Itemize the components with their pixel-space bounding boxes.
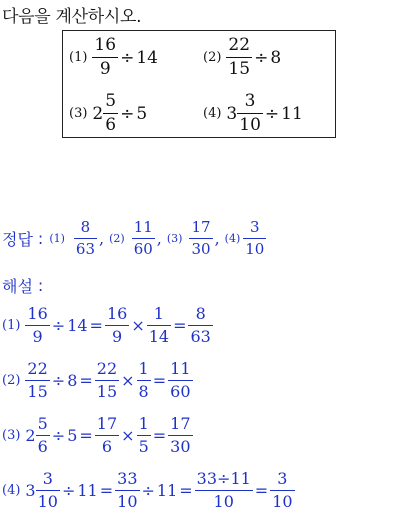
problem-1 [69, 37, 158, 78]
divisor: 5 [136, 103, 148, 124]
problem-4 [203, 93, 303, 134]
whole-number: 2 [25, 426, 36, 445]
fraction: $\frac{16}{9}$ [27, 304, 48, 346]
problem-label: (1) [69, 50, 88, 65]
explanation-label: (3) [2, 428, 21, 443]
divisor: 5 [67, 426, 78, 445]
divisor: 11 [77, 481, 98, 500]
whole-number: 3 [226, 103, 238, 124]
problem-3 [69, 93, 147, 134]
fraction: $\frac{5}{6}$ [37, 414, 48, 456]
times-sign: × [131, 316, 145, 335]
divide-sign: ÷ [120, 103, 135, 124]
explanation-line-3 [2, 416, 193, 455]
answer-fraction: $\frac{11}{60}$ [133, 218, 153, 258]
equals-sign: = [179, 481, 193, 500]
explanation-label: (4) [2, 483, 21, 498]
fraction: $\frac{3}{10}$ [272, 469, 293, 511]
fraction: $\frac{33\div 11}{10}$ [196, 469, 251, 511]
fraction: $\frac{17}{30}$ [170, 414, 191, 456]
times-sign: × [121, 371, 135, 390]
fraction: $\frac{17}{6}$ [96, 414, 118, 456]
equals-sign: = [99, 481, 114, 500]
answer-label: (1) [49, 232, 65, 245]
answer-label: (4) [224, 232, 241, 245]
problem-2 [203, 37, 281, 78]
fraction: $\frac{8}{63}$ [190, 304, 211, 346]
answer-label: (2) [109, 232, 125, 245]
divisor: 11 [156, 481, 178, 500]
answer-line [2, 220, 266, 257]
explanation-line-4 [2, 471, 295, 510]
fraction: $\frac{5}{6}$ [105, 91, 117, 135]
answer-title: 정답 [2, 230, 33, 249]
explanation-line-1 [2, 306, 213, 345]
problem-box [62, 30, 336, 138]
problem-label: (4) [203, 106, 222, 121]
explanation-title: 해설 [2, 277, 33, 296]
fraction: $\frac{1}{5}$ [138, 414, 149, 456]
equals-sign: = [79, 426, 93, 445]
divide-sign: ÷ [141, 481, 155, 500]
fraction: $\frac{16}{9}$ [106, 304, 128, 346]
answer-label: (3) [166, 232, 183, 245]
divide-sign: ÷ [51, 426, 66, 445]
answer-colon: : [37, 229, 44, 248]
divide-sign: ÷ [61, 481, 76, 500]
fraction: $\frac{33}{10}$ [117, 469, 138, 511]
equals-sign: = [152, 426, 167, 445]
divide-sign: ÷ [51, 371, 66, 390]
divide-sign: ÷ [51, 316, 66, 335]
answer-separator: , [99, 229, 105, 248]
fraction: $\frac{1}{8}$ [138, 359, 149, 401]
explanation-heading [2, 274, 43, 297]
answer-separator: , [214, 229, 220, 248]
times-sign: × [121, 426, 135, 445]
equals-sign: = [173, 316, 187, 335]
problem-label: (3) [69, 106, 88, 121]
divisor: 14 [136, 47, 158, 68]
explanation-label: (2) [2, 373, 21, 388]
equals-sign: = [89, 316, 103, 335]
fraction: $\frac{3}{10}$ [37, 469, 58, 511]
equals-sign: = [254, 481, 269, 500]
divisor: 14 [67, 316, 88, 335]
answer-separator: , [156, 229, 162, 248]
instruction-text: 다음을 계산하시오. [2, 7, 142, 27]
divide-sign: ÷ [120, 47, 135, 68]
explanation-label: (1) [2, 318, 21, 333]
fraction: $\frac{3}{10}$ [239, 91, 261, 135]
equals-sign: = [79, 371, 93, 390]
divisor: 8 [67, 371, 78, 390]
explanation-colon: : [37, 276, 44, 295]
fraction: $\frac{22}{15}$ [228, 35, 251, 79]
fraction: $\frac{16}{9}$ [94, 35, 117, 79]
answer-fraction: $\frac{17}{30}$ [191, 218, 211, 258]
divide-sign: ÷ [264, 103, 280, 124]
divisor: 11 [281, 103, 303, 124]
equals-sign: = [152, 371, 167, 390]
fraction: $\frac{22}{15}$ [27, 359, 48, 401]
fraction: $\frac{11}{60}$ [170, 359, 191, 401]
answer-fraction: $\frac{3}{10}$ [245, 218, 265, 258]
fraction: $\frac{22}{15}$ [96, 359, 118, 401]
problem-label: (2) [203, 50, 222, 65]
answer-fraction: $\frac{8}{63}$ [75, 218, 95, 258]
fraction: $\frac{1}{14}$ [148, 304, 170, 346]
whole-number: 2 [92, 103, 104, 124]
divisor: 8 [270, 47, 282, 68]
explanation-line-2 [2, 361, 193, 400]
divide-sign: ÷ [254, 47, 269, 68]
whole-number: 3 [25, 481, 36, 500]
